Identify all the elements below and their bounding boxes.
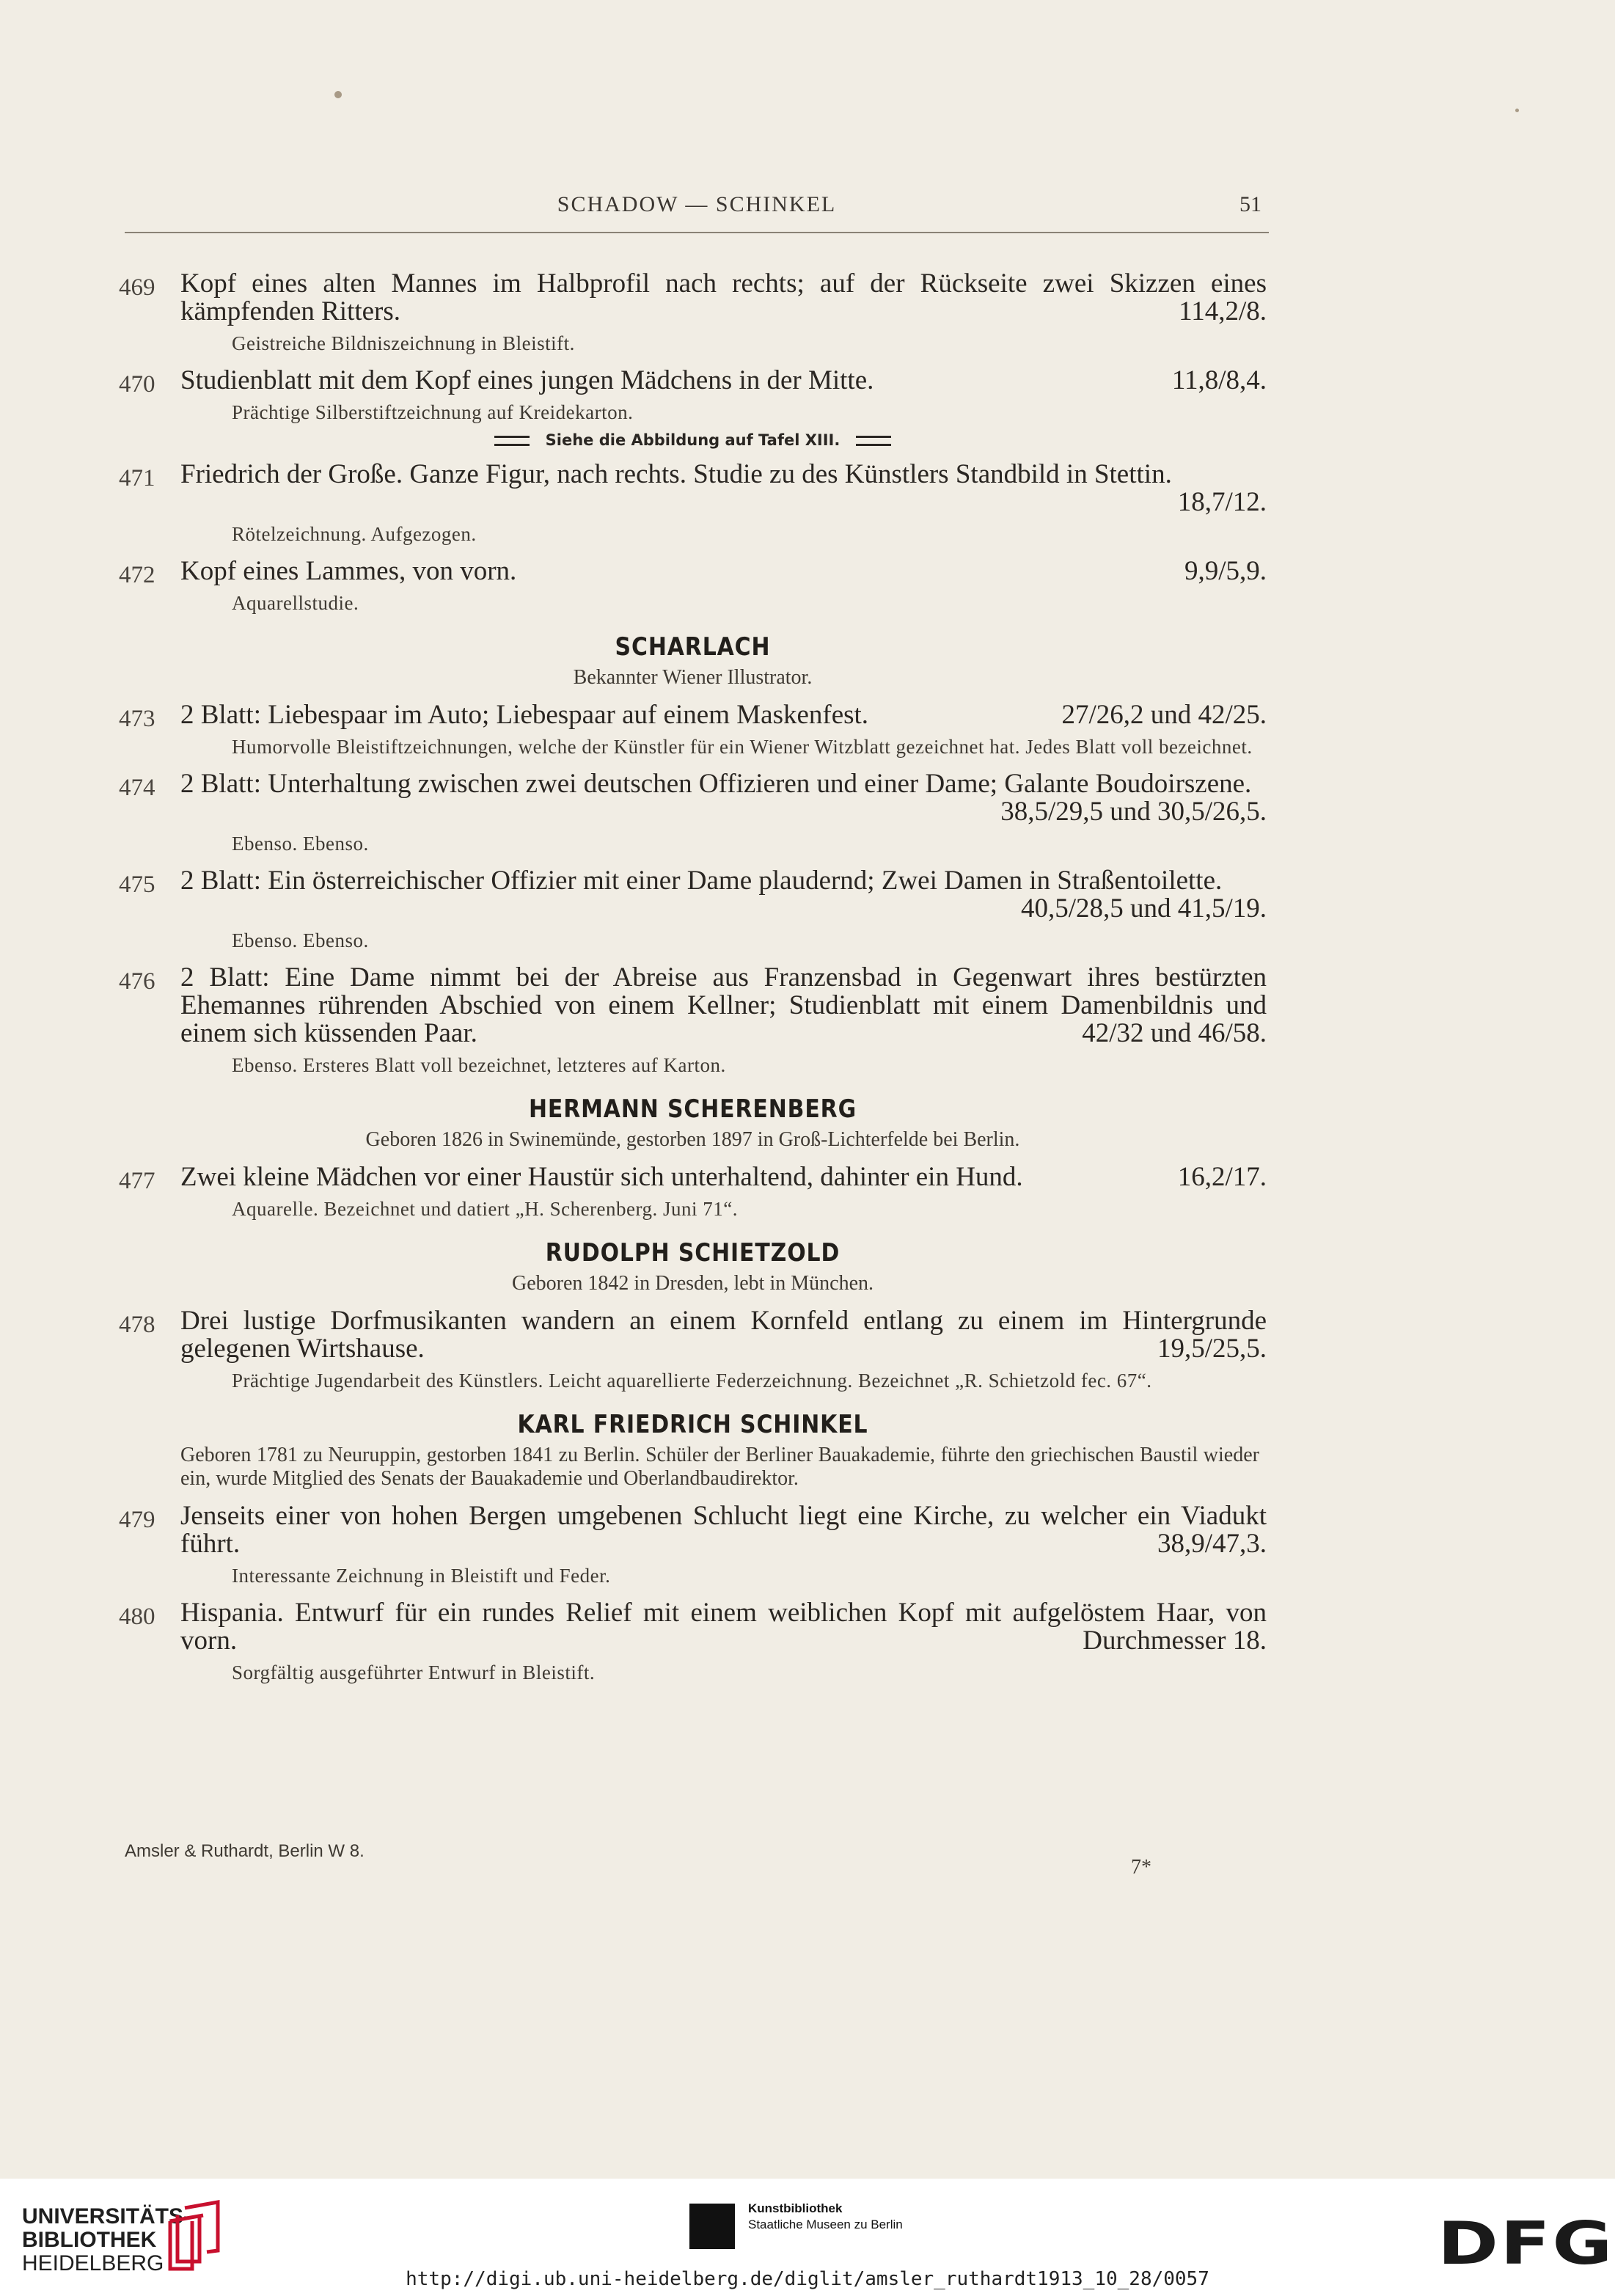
catalog-entry	[119, 1502, 1267, 1587]
catalog-entry	[119, 367, 1267, 424]
lot-description: 2 Blatt: Eine Dame nimmt bei der Abreise aus Franzensbad in Gegenwart ihres bestürzten Ehemannes rührenden Abschied von einem Kellner; Studienblatt mit einem Damenbildnis und einem sich küssenden Paar.	[180, 962, 1267, 1048]
lot-description: Friedrich der Große. Ganze Figur, nach rechts. Studie zu des Künstlers Standbild in Stettin.	[180, 459, 1172, 489]
artist-bio: Geboren 1781 zu Neuruppin, gestorben 1841 zu Berlin. Schüler der Berliner Bauakademie, führte den griechischen Baustil wieder ein, wurde Mitglied des Senats der Bauakademie und Oberlandbaudirektor.	[180, 1444, 1259, 1490]
kunstbibliothek-logo-text	[748, 2201, 903, 2233]
lot-note: Ebenso. Ersteres Blatt voll bezeichnet, letzteres auf Karton.	[232, 1054, 726, 1076]
lot-dimensions: 18,7/12.	[1177, 487, 1267, 517]
lot-note: Aquarelle. Bezeichnet und datiert „H. Scherenberg. Juni 71“.	[232, 1198, 739, 1220]
lot-description: Zwei kleine Mädchen vor einer Haustür sich unterhaltend, dahinter ein Hund.	[180, 1162, 1023, 1192]
page-number: 51	[1239, 192, 1261, 216]
header-rule	[125, 232, 1269, 233]
lot-description: Kopf eines Lammes, von vorn.	[180, 556, 517, 586]
kunstbibliothek-logo-icon	[689, 2204, 735, 2249]
lot-number: 469	[119, 274, 155, 301]
artist-heading: SCHARLACH	[615, 632, 771, 662]
plate-reference-text: Siehe die Abbildung auf Tafel XIII.	[545, 431, 841, 449]
catalog-entry	[119, 867, 1267, 952]
page-header	[125, 192, 1269, 222]
lot-description: 2 Blatt: Unterhaltung zwischen zwei deutschen Offizieren und einer Dame; Galante Boudoirszene.	[180, 769, 1252, 799]
lot-note: Geistreiche Bildniszeichnung in Bleistift.	[232, 332, 575, 354]
lot-number: 475	[119, 871, 155, 898]
artist-bio: Geboren 1826 in Swinemünde, gestorben 1897 in Groß-Lichterfelde bei Berlin.	[365, 1128, 1020, 1151]
lot-number: 479	[119, 1507, 155, 1533]
lot-number: 480	[119, 1604, 155, 1630]
lot-note: Rötelzeichnung. Aufgezogen.	[232, 523, 477, 545]
ub-heidelberg-logo-icon	[163, 2199, 226, 2273]
catalog-entry	[119, 1163, 1267, 1221]
lot-description: Hispania. Entwurf für ein rundes Relief mit einem weiblichen Kopf mit aufgelöstem Haar, von vorn.	[180, 1598, 1267, 1656]
lot-note: Humorvolle Bleistiftzeichnungen, welche der Künstler für ein Wiener Witzblatt gezeichnet hat. Jedes Blatt voll bezeichnet.	[232, 736, 1253, 758]
running-head: SCHADOW — SCHINKEL	[557, 192, 837, 216]
lot-dimensions: 19,5/25,5.	[1157, 1334, 1267, 1364]
catalog-entry	[119, 557, 1267, 615]
lot-number: 472	[119, 562, 155, 588]
repository-logo-bar	[0, 2179, 1615, 2296]
permalink-url[interactable]: http://digi.ub.uni-heidelberg.de/diglit/amsler_ruthardt1913_10_28/0057	[406, 2268, 1209, 2290]
lot-dimensions: 11,8/8,4.	[1171, 365, 1267, 395]
kb-line-2: Staatliche Museen zu Berlin	[748, 2218, 903, 2231]
lot-dimensions: Durchmesser 18.	[1083, 1626, 1267, 1656]
double-rule-right	[856, 436, 891, 446]
catalog-entry	[119, 964, 1267, 1077]
lot-note: Prächtige Jugendarbeit des Künstlers. Leicht aquarellierte Federzeichnung. Bezeichnet „R. Schietzold fec. 67“.	[232, 1370, 1152, 1392]
artist-bio: Bekannter Wiener Illustrator.	[573, 666, 813, 689]
lot-number: 478	[119, 1312, 155, 1338]
double-rule-left	[494, 436, 530, 446]
lot-dimensions: 114,2/8.	[1179, 296, 1267, 326]
lot-description: Jenseits einer von hohen Bergen umgebenen Schlucht liegt eine Kirche, zu welcher ein Viadukt führt.	[180, 1501, 1267, 1559]
artist-heading: RUDOLPH SCHIETZOLD	[545, 1238, 841, 1268]
catalog-entry	[119, 270, 1267, 355]
lot-note: Prächtige Silberstiftzeichnung auf Kreidekarton.	[232, 401, 634, 423]
lot-number: 473	[119, 706, 155, 732]
lot-note: Aquarellstudie.	[232, 592, 359, 614]
lot-note: Ebenso. Ebenso.	[232, 929, 369, 951]
lot-number: 476	[119, 968, 155, 995]
lot-dimensions: 38,9/47,3.	[1157, 1529, 1267, 1559]
artist-heading: HERMANN SCHERENBERG	[528, 1094, 857, 1124]
lot-dimensions: 38,5/29,5 und 30,5/26,5.	[1000, 797, 1267, 827]
lot-description: Drei lustige Dorfmusikanten wandern an einem Kornfeld entlang zu einem im Hintergrunde gelegenen Wirtshause.	[180, 1306, 1267, 1364]
signature-mark: 7*	[1131, 1856, 1151, 1879]
lot-note: Ebenso. Ebenso.	[232, 833, 369, 855]
lot-number: 471	[119, 465, 155, 491]
dfg-logo: DFG	[1438, 2209, 1614, 2278]
kb-line-1: Kunstbibliothek	[748, 2201, 843, 2215]
scan-speck	[334, 91, 342, 98]
catalog-entry	[119, 701, 1267, 758]
scan-speck	[1515, 109, 1519, 112]
lot-dimensions: 9,9/5,9.	[1184, 556, 1267, 586]
lot-number: 477	[119, 1168, 155, 1194]
lot-dimensions: 42/32 und 46/58.	[1082, 1018, 1267, 1048]
lot-description: Kopf eines alten Mannes im Halbprofil nach rechts; auf der Rückseite zwei Skizzen eines kämpfenden Ritters.	[180, 268, 1267, 326]
lot-dimensions: 40,5/28,5 und 41,5/19.	[1020, 893, 1267, 924]
page-footer	[125, 1840, 1269, 1884]
artist-bio: Geboren 1842 in Dresden, lebt in München.	[512, 1272, 874, 1295]
lot-description: 2 Blatt: Ein österreichischer Offizier mit einer Dame plaudernd; Zwei Damen in Straßentoilette.	[180, 866, 1223, 896]
catalog-entry	[119, 770, 1267, 855]
lot-description: Studienblatt mit dem Kopf eines jungen Mädchens in der Mitte.	[180, 365, 874, 395]
lot-number: 470	[119, 371, 155, 398]
lot-dimensions: 16,2/17.	[1177, 1162, 1267, 1192]
lot-note: Interessante Zeichnung in Bleistift und Feder.	[232, 1565, 611, 1587]
catalog-entry	[119, 1599, 1267, 1684]
lot-number: 474	[119, 775, 155, 801]
lot-note: Sorgfältig ausgeführter Entwurf in Bleistift.	[232, 1661, 596, 1683]
plate-reference	[119, 431, 1267, 449]
ub-line-3: HEIDELBERG	[22, 2251, 164, 2275]
ub-line-1: UNIVERSITÄTS-	[22, 2204, 191, 2229]
publisher-imprint: Amsler & Ruthardt, Berlin W 8.	[125, 1841, 365, 1861]
lot-description: 2 Blatt: Liebespaar im Auto; Liebespaar auf einem Maskenfest.	[180, 700, 869, 730]
artist-heading: KARL FRIEDRICH SCHINKEL	[517, 1410, 868, 1439]
catalog-content	[119, 258, 1267, 1684]
ub-line-2: BIBLIOTHEK	[22, 2228, 157, 2252]
catalog-entry	[119, 461, 1267, 546]
catalog-entry	[119, 1307, 1267, 1392]
lot-dimensions: 27/26,2 und 42/25.	[1061, 700, 1267, 730]
